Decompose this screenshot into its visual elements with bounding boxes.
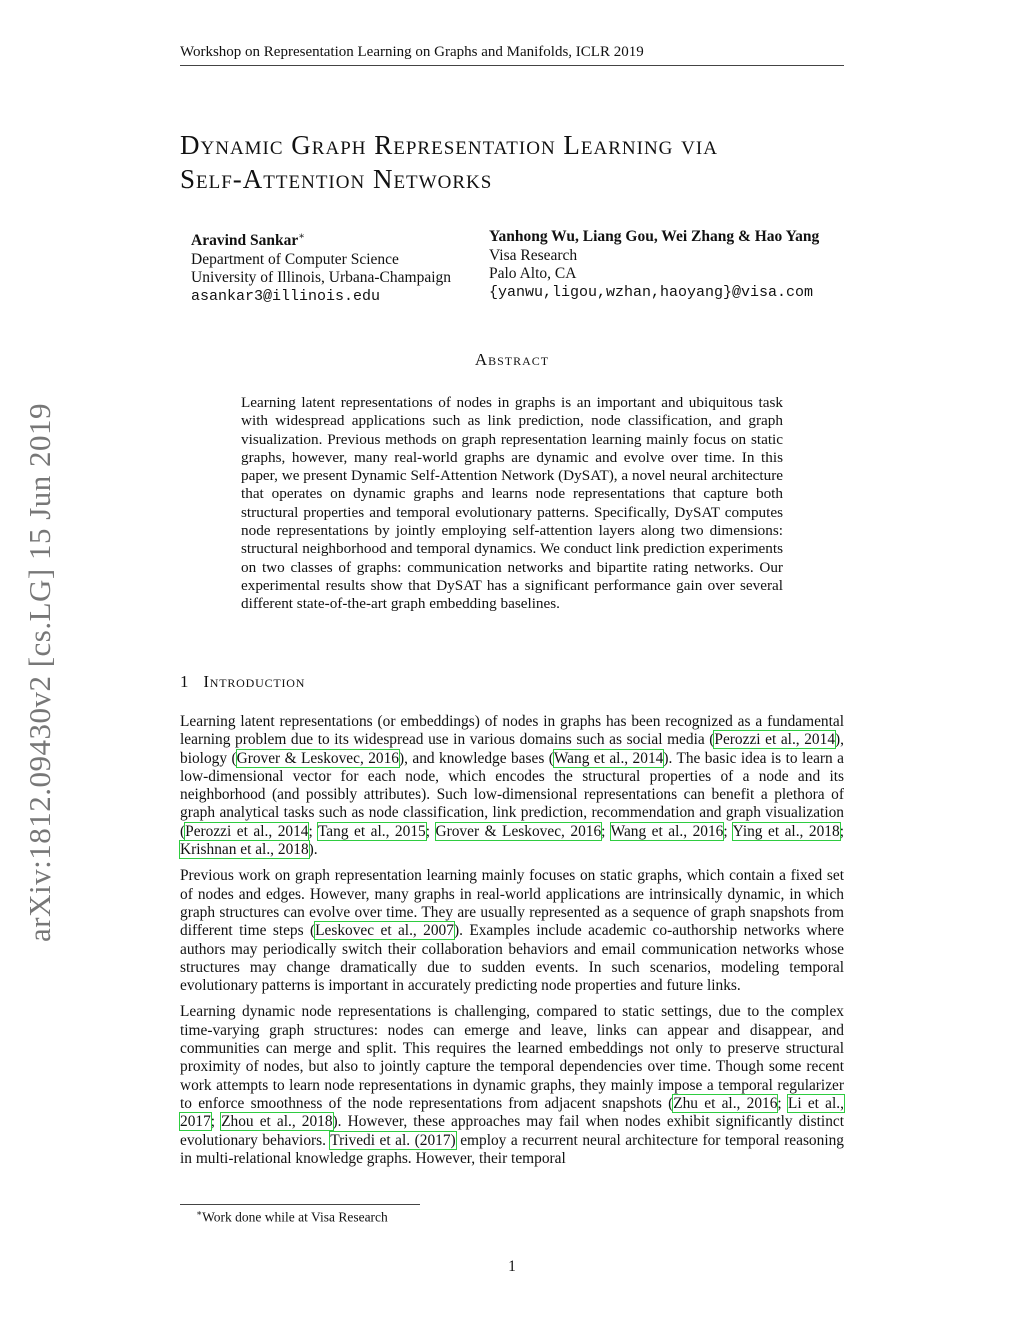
running-header: Workshop on Representation Learning on Graphs and Manifolds, ICLR 2019 <box>180 44 844 66</box>
citation-link[interactable]: Perozzi et al., 2014 <box>185 822 309 840</box>
citation-link[interactable]: Wang et al., 2014 <box>553 749 664 767</box>
citation-link[interactable]: Grover & Leskovec, 2016 <box>435 822 602 840</box>
text-run: ; <box>210 1113 222 1131</box>
text-run: ). <box>308 841 318 859</box>
author-name: Aravind Sankar <box>191 232 299 250</box>
paper-title <box>180 128 850 196</box>
text-run: Learning latent representations (or embeddings) of nodes in graphs has been recognized as a fundamental learning problem due to its widespread use in various domains such as social media ( <box>180 713 844 749</box>
author-university: University of Illinois, Urbana-Champaign <box>191 269 452 287</box>
author-block-right <box>489 228 819 302</box>
text-run: ; <box>308 822 318 840</box>
text-run: ; <box>777 1094 788 1112</box>
text-run: ; <box>425 822 436 840</box>
body-text <box>180 713 844 1176</box>
arxiv-stamp: arXiv:1812.09430v2 [cs.LG] 15 Jun 2019 <box>22 402 57 942</box>
abstract-text: Learning latent representations of nodes in graphs is an important and ubiquitous task with widespread applications such as link prediction, node classification, and graph visualization. Previous methods on graph representation learning mainly focus on static graphs, however, many real-world graphs are dynamic and evolve over time. In this paper, we present Dynamic Self-Attention Network (DySAT), a novel neural architecture that operates on dynamic graphs and learns node representations that capture both structural properties and temporal evolutionary patterns. Specifically, DySAT computes node representations by jointly employing self-attention layers along two dimensions: structural neighborhood and temporal dynamics. We conduct link prediction experiments on two classes of graphs: communication networks and bipartite rating networks. Our experimental results show that DySAT has a significant performance gain over several different state-of-the-art graph embedding baselines. <box>241 394 783 613</box>
text-run: Previous work on graph representation learning mainly focuses on static graphs, which contain a fixed set of nodes and edges. However, many graphs in real-world applications are intrinsically dynamic, in which graph structures can evolve over time. They are usually represented as a sequence of graph snapshots from different time steps ( <box>180 867 844 940</box>
footnote-mark: ∗ <box>298 231 306 242</box>
coauthor-email[interactable]: {yanwu,ligou,wzhan,haoyang}@visa.com <box>489 283 814 301</box>
text-run: ), biology ( <box>180 731 844 767</box>
page-number: 1 <box>508 1258 516 1275</box>
author-block-left <box>191 228 451 306</box>
paragraph-3 <box>180 1003 844 1168</box>
text-run: ), and knowledge bases ( <box>399 749 554 767</box>
section-number: 1 <box>180 672 190 691</box>
citation-link[interactable]: Perozzi et al., 2014 <box>714 731 836 749</box>
text-run: Learning dynamic node representations is challenging, compared to static settings, due to the complex time-varying graph structures: nodes can emerge and leave, links can appear and disappear, and communities can merge and split. This requires the learned embeddings not only to preserve structural proximity of nodes, but also to jointly capture the temporal dependencies over time. Though some recent work attempts to learn node representations in dynamic graphs, they mainly impose a temporal regularizer to enforce smoothness of the node representations from adjacent snapshots ( <box>180 1003 844 1112</box>
footnote-text: Work done while at Visa Research <box>202 1209 388 1225</box>
coauthor-organization: Visa Research <box>489 246 578 264</box>
section-heading <box>180 672 305 692</box>
title-line-1: Dynamic Graph Representation Learning via <box>180 130 718 160</box>
paragraph-1 <box>180 713 844 859</box>
citation-link[interactable]: Trivedi et al. (2017) <box>330 1131 456 1149</box>
paragraph-2 <box>180 867 844 995</box>
coauthor-location: Palo Alto, CA <box>489 265 577 282</box>
footnote-mark: ∗ <box>196 1208 203 1218</box>
section-title: Introduction <box>203 672 306 691</box>
title-line-2: Self-Attention Networks <box>180 164 493 194</box>
author-email[interactable]: asankar3@illinois.edu <box>191 287 381 305</box>
citation-link[interactable]: Ying et al., 2018 <box>732 822 840 840</box>
text-run: employ a recurrent neural architecture for temporal reasoning in multi-relational knowledge graphs. However, their temporal <box>180 1131 844 1167</box>
text-run: ). Examples include academic co-authorship networks where authors may periodically switch their collaboration behaviors and email communication networks whose structures may change dramatically due to sudden events. In such scenarios, modeling temporal evolutionary patterns is important in accurately predicting node properties and future links. <box>180 922 844 995</box>
text-run: ; <box>839 822 844 840</box>
footnote <box>196 1208 388 1226</box>
citation-link[interactable]: Zhu et al., 2016 <box>673 1094 778 1112</box>
citation-link[interactable]: Zhou et al., 2018 <box>221 1113 333 1131</box>
text-run: ; <box>723 822 733 840</box>
abstract-heading: Abstract <box>474 350 550 369</box>
coauthor-names: Yanhong Wu, Liang Gou, Wei Zhang & Hao Yang <box>489 228 820 245</box>
author-department: Department of Computer Science <box>191 250 399 268</box>
text-run: ). The basic idea is to learn a low-dimensional vector for each node, which encodes the structural properties of a node and its neighborhood (and possibly attributes). Such low-dimensional representations can benefit a plethora of graph analytical tasks such as node classification, link prediction, recommendation and graph visualization ( <box>180 749 844 840</box>
citation-link[interactable]: Wang et al., 2016 <box>610 822 724 840</box>
citation-link[interactable]: Grover & Leskovec, 2016 <box>236 749 399 767</box>
text-run: ). However, these approaches may fail when nodes exhibit significantly distinct evolutionary behaviors. <box>180 1113 844 1149</box>
footnote-rule <box>180 1204 420 1205</box>
citation-link[interactable]: Krishnan et al., 2018 <box>180 841 309 859</box>
citation-link[interactable]: Tang et al., 2015 <box>317 822 426 840</box>
text-run: ; <box>601 822 611 840</box>
citation-link[interactable]: Leskovec et al., 2007 <box>315 922 454 940</box>
citation-link[interactable]: Li et al., 2017 <box>180 1094 844 1131</box>
